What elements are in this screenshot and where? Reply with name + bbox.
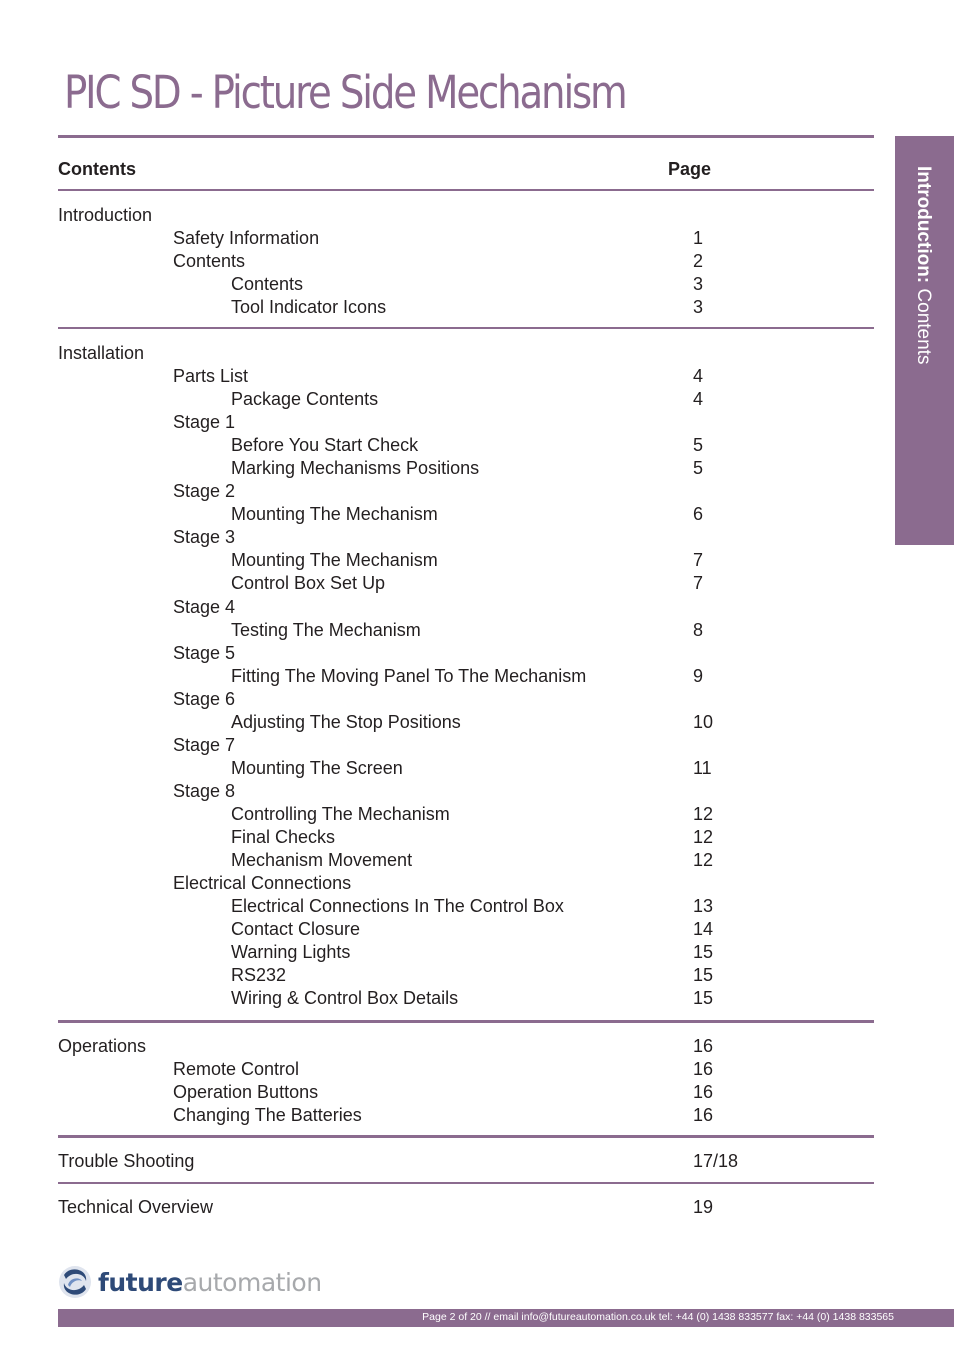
- toc-entry-label: Stage 2: [173, 481, 236, 501]
- toc-entry-label: Tool Indicator Icons: [231, 297, 387, 317]
- toc-entry-label: Warning Lights: [231, 942, 351, 962]
- toc-entry-page: 4: [693, 366, 704, 386]
- section-divider: [58, 1182, 874, 1184]
- section-divider: [58, 1020, 874, 1023]
- toc-entry-page: 10: [693, 712, 714, 732]
- toc-entry-page: 7: [693, 573, 704, 593]
- toc-entry-page: 6: [693, 504, 704, 524]
- section-title-technical-overview: Technical Overview: [58, 1197, 214, 1217]
- toc-entry-page: 11: [693, 758, 712, 778]
- toc-entry-label: Remote Control: [173, 1059, 300, 1079]
- side-section-tab: [895, 136, 954, 545]
- toc-entry-label: Controlling The Mechanism: [231, 804, 450, 824]
- toc-entry-label: Stage 4: [173, 597, 236, 617]
- section-page-trouble-shooting: 17/18: [693, 1151, 739, 1171]
- side-tab-bold: Introduction:: [913, 166, 934, 284]
- toc-entry-label: Control Box Set Up: [231, 573, 386, 593]
- toc-entry-label: Safety Information: [173, 228, 320, 248]
- header-top-rule: [58, 135, 874, 138]
- toc-entry-label: Stage 8: [173, 781, 236, 801]
- toc-entry-label: Changing The Batteries: [173, 1105, 362, 1125]
- toc-entry-label: Mounting The Screen: [231, 758, 403, 778]
- toc-entry-label: Electrical Connections: [173, 873, 352, 893]
- toc-entry-page: 16: [693, 1059, 714, 1079]
- toc-entry-page: 5: [693, 435, 704, 455]
- toc-entry-page: 9: [693, 666, 704, 686]
- toc-entry-page: 2: [693, 251, 704, 271]
- swirl-logo-icon: [56, 1263, 94, 1301]
- toc-entry-label: Adjusting The Stop Positions: [231, 712, 461, 732]
- toc-entry-page: 15: [693, 988, 714, 1008]
- toc-entry-page: 15: [693, 965, 714, 985]
- section-title-operations: Operations: [58, 1036, 147, 1056]
- section-page-technical-overview: 19: [693, 1197, 714, 1217]
- section-page-operations: 16: [693, 1036, 714, 1056]
- toc-entry-page: 16: [693, 1105, 714, 1125]
- footer-bar: [58, 1309, 954, 1327]
- toc-entry-page: 12: [693, 804, 714, 824]
- header-bottom-rule: [58, 189, 874, 191]
- toc-entry-label: Testing The Mechanism: [231, 620, 421, 640]
- toc-entry-label: Stage 5: [173, 643, 236, 663]
- toc-entry-label: Before You Start Check: [231, 435, 419, 455]
- toc-entry-page: 12: [693, 850, 714, 870]
- toc-entry-label: Stage 7: [173, 735, 236, 755]
- toc-entry-label: Operation Buttons: [173, 1082, 319, 1102]
- logo-text-automation: automation: [182, 1267, 322, 1297]
- toc-entry-page: 14: [693, 919, 714, 939]
- company-logo: [56, 1262, 322, 1302]
- toc-entry-label: Stage 1: [173, 412, 236, 432]
- section-divider: [58, 1135, 874, 1138]
- toc-entry-label: Stage 3: [173, 527, 236, 547]
- toc-entry-label: Marking Mechanisms Positions: [231, 458, 480, 478]
- toc-entry-label: Fitting The Moving Panel To The Mechanism: [231, 666, 587, 686]
- toc-entry-page: 8: [693, 620, 704, 640]
- side-tab-normal: Contents: [913, 283, 934, 365]
- toc-entry-label: RS232: [231, 965, 287, 985]
- toc-entry-page: 5: [693, 458, 704, 478]
- toc-entry-page: 3: [693, 274, 704, 294]
- section-title-trouble-shooting: Trouble Shooting: [58, 1151, 195, 1171]
- toc-entry-page: 4: [693, 389, 704, 409]
- toc-entry-page: 13: [693, 896, 714, 916]
- toc-entry-page: 3: [693, 297, 704, 317]
- toc-entry-label: Mechanism Movement: [231, 850, 413, 870]
- logo-wordmark: [98, 1268, 322, 1297]
- document-title: PIC SD - Picture Side Mechanism: [64, 66, 626, 119]
- toc-entry-label: Electrical Connections In The Control Box: [231, 896, 564, 916]
- contents-header: Contents: [58, 159, 136, 179]
- toc-entry-label: Contact Closure: [231, 919, 361, 939]
- section-divider: [58, 327, 874, 329]
- side-tab-label: [912, 166, 934, 364]
- toc-entry-page: 15: [693, 942, 714, 962]
- toc-entry-page: 1: [693, 228, 704, 248]
- footer-contact-text: Page 2 of 20 // email info@futureautomation.co.uk tel: +44 (0) 1438 833577 fax: +44 (0) 1438 833565: [422, 1311, 894, 1323]
- toc-entry-label: Package Contents: [231, 389, 379, 409]
- section-title-introduction: Introduction: [58, 205, 153, 225]
- toc-entry-label: Wiring & Control Box Details: [231, 988, 459, 1008]
- toc-entry-label: Mounting The Mechanism: [231, 550, 438, 570]
- page-header: Page: [668, 159, 712, 179]
- toc-entry-label: Parts List: [173, 366, 249, 386]
- toc-entry-label: Stage 6: [173, 689, 236, 709]
- logo-text-future: future: [98, 1267, 183, 1297]
- toc-entry-label: Mounting The Mechanism: [231, 504, 438, 524]
- section-title-installation: Installation: [58, 343, 145, 363]
- toc-entry-page: 12: [693, 827, 714, 847]
- toc-entry-page: 7: [693, 550, 704, 570]
- toc-entry-label: Contents: [173, 251, 246, 271]
- toc-entry-page: 16: [693, 1082, 714, 1102]
- toc-entry-label: Contents: [231, 274, 304, 294]
- toc-entry-label: Final Checks: [231, 827, 336, 847]
